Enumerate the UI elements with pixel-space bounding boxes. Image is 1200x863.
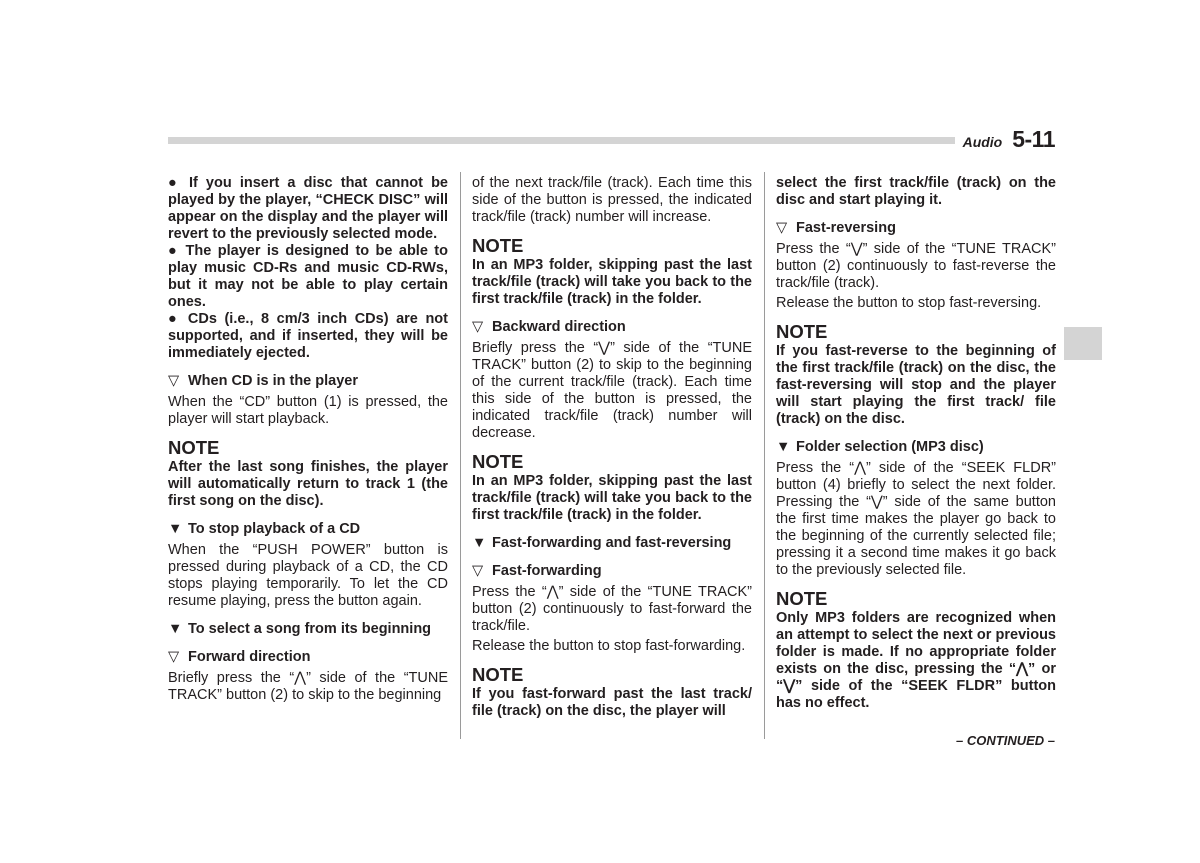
note-heading: NOTE [776,321,828,342]
paragraph: Briefly press the “⋀” side of the “TUNE TRACK” button (2) to skip to the beginning [168,670,448,703]
filled-triangle-icon: ▼ [472,535,487,551]
continued-label: – CONTINUED – [956,733,1055,748]
open-triangle-icon: ▽ [472,319,484,335]
note-text: If you fast-reverse to the beginning of the first track/file (track) on the disc, the fast-reversing will stop and the player will start playing the first track/ file (track) on the disc. [776,343,1056,427]
column-divider [460,172,461,739]
note-heading: NOTE [472,451,524,472]
paragraph: When the “CD” button (1) is pressed, the player will start playback. [168,394,448,427]
paragraph: of the next track/file (track). Each time this side of the button is pressed, the indicated track/file (track) number will increase. [472,175,752,225]
note-text: In an MP3 folder, skipping past the last track/file (track) will take you back to the first track/file (track) in the folder. [472,257,752,307]
note-text: If you fast-forward past the last track/ file (track) on the disc, the player will [472,686,752,719]
subheading: ▽ Forward direction [168,649,311,665]
bullet-item: ● CDs (i.e., 8 cm/3 inch CDs) are not supported, and if inserted, they will be immediately ejected. [168,311,448,361]
filled-triangle-icon: ▼ [776,439,791,455]
column-divider [764,172,765,739]
note-heading: NOTE [472,664,524,685]
page-number: 5-11 [1012,126,1055,152]
paragraph: Release the button to stop fast-forwarding. [472,638,746,654]
subheading: ▽ Fast-reversing [776,220,896,236]
subheading: ▽ Fast-forwarding [472,563,602,579]
subheading: ▼ To select a song from its beginning [168,621,432,637]
paragraph: Release the button to stop fast-reversing. [776,295,1042,311]
filled-triangle-icon: ▼ [168,621,183,637]
note-heading: NOTE [776,588,828,609]
paragraph: Press the “⋁” side of the “TUNE TRACK” button (2) continuously to fast-reverse the track/file (track). [776,241,1056,291]
open-triangle-icon: ▽ [168,649,180,665]
subheading: ▼ Folder selection (MP3 disc) [776,439,984,455]
subheading: ▼ To stop playback of a CD [168,521,361,537]
open-triangle-icon: ▽ [168,373,180,389]
note-text: select the first track/file (track) on the disc and start playing it. [776,175,1056,208]
filled-triangle-icon: ▼ [168,521,183,537]
bullet-item: ● The player is designed to be able to play music CD-Rs and music CD-RWs, but it may not be able to play certain ones. [168,243,448,310]
column-3 [776,175,1056,712]
paragraph: Briefly press the “⋁” side of the “TUNE TRACK” button (2) to skip to the beginning of the current track/file (track). Each time this side of the button is pressed, the indicated track/file (track) number will decrease. [472,340,752,441]
chapter-tab [1064,327,1102,360]
page-header [963,126,1055,153]
open-triangle-icon: ▽ [776,220,788,236]
note-heading: NOTE [168,437,220,458]
paragraph: When the “PUSH POWER” button is pressed during playback of a CD, the CD stops playing temporarily. To let the CD resume playing, press the button again. [168,542,448,609]
subheading: ▼ Fast-forwarding and fast-reversing [472,535,732,551]
subheading: ▽ Backward direction [472,319,626,335]
bullet-item: ● If you insert a disc that cannot be played by the player, “CHECK DISC” will appear on the display and the player will revert to the previously selected mode. [168,175,448,242]
open-triangle-icon: ▽ [472,563,484,579]
note-text: Only MP3 folders are recognized when an attempt to select the next or previous folder is made. If no appropriate folder exists on the disc, pressing the “⋀” or “⋁” side of the “SEEK FLDR” button has no effect. [776,610,1056,711]
paragraph: Press the “⋀” side of the “SEEK FLDR” button (4) briefly to select the next folder. Pressing the “⋁” side of the same button the first time makes the player go back to the beginning of the currently selected file; pressing it a second time makes it go back to the previously selected file. [776,460,1056,578]
subheading: ▽ When CD is in the player [168,373,358,389]
note-text: After the last song finishes, the player will automatically return to track 1 (the first song on the disc). [168,459,448,509]
paragraph: Press the “⋀” side of the “TUNE TRACK” button (2) continuously to fast-forward the track/file. [472,584,752,634]
section-title: Audio [962,134,1003,150]
column-1 [168,175,448,704]
column-2 [472,175,752,720]
note-heading: NOTE [472,235,524,256]
header-rule [168,137,955,144]
note-text: In an MP3 folder, skipping past the last track/file (track) will take you back to the first track/file (track) in the folder. [472,473,752,523]
